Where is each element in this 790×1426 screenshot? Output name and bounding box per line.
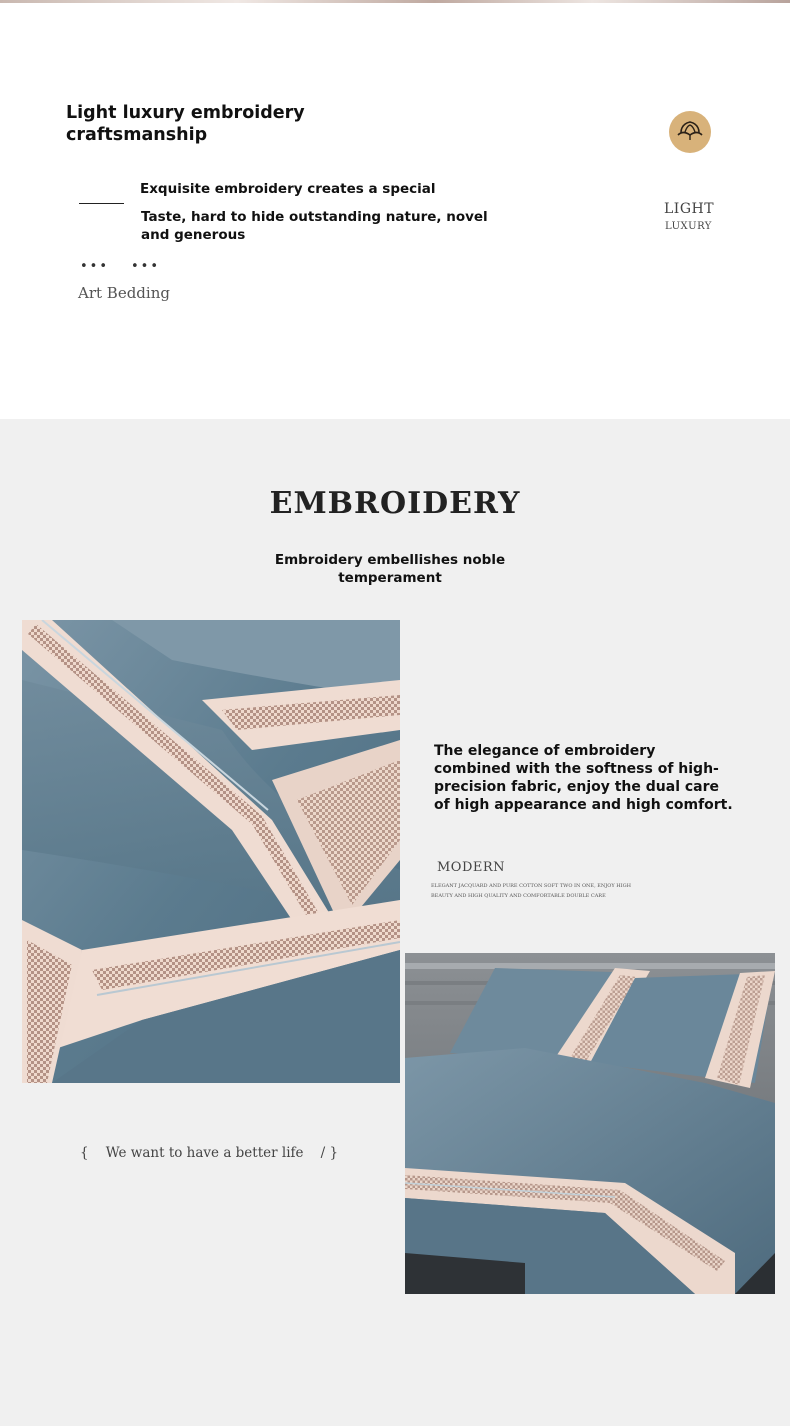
embroidery-title: EMBROIDERY: [269, 486, 521, 521]
better-life-quote: { We want to have a better life / }: [80, 1145, 339, 1161]
modern-description: ELEGANT JACQUARD AND PURE COTTON SOFT TWO IN ONE, ENJOY HIGH BEAUTY AND HIGH QUALITY AND COMFORTABLE DOUBLE CARE: [431, 883, 631, 899]
art-bedding-label: Art Bedding: [78, 284, 170, 302]
luxury-label: LUXURY: [665, 221, 712, 232]
dots-decoration-left: •••: [80, 259, 110, 274]
divider-line: [79, 203, 124, 204]
intro-line-1: Exquisite embroidery creates a special: [140, 181, 436, 197]
intro-line-2: Taste, hard to hide outstanding nature, novel and generous: [141, 209, 488, 243]
flower-bud-icon: [669, 111, 711, 153]
feature-description: The elegance of embroidery combined with the softness of high-precision fabric, enjoy the dual care of high appearance and high comfort.: [434, 743, 733, 813]
embroidery-closeup-photo: [22, 620, 400, 1083]
embroidery-subtitle: Embroidery embellishes noble temperament: [274, 552, 506, 586]
light-label: LIGHT: [664, 201, 715, 217]
modern-label: MODERN: [437, 860, 506, 875]
dots-decoration-right: •••: [131, 259, 161, 274]
bed-set-photo: [405, 953, 775, 1294]
intro-title: Light luxury embroidery craftsmanship: [66, 103, 305, 145]
